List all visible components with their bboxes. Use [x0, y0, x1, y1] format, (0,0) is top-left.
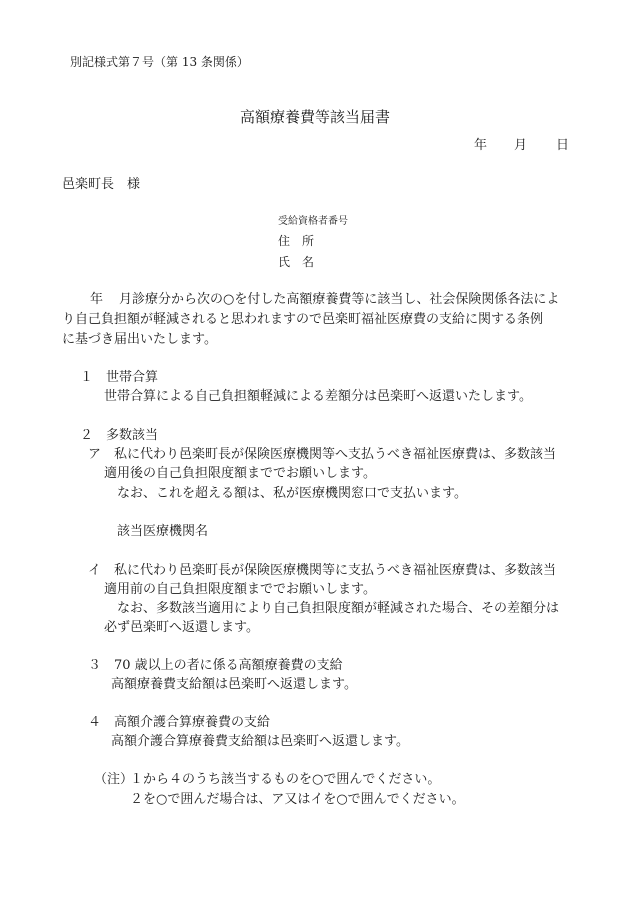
section-2a-line-2: 適用後の自己負担限度額まででお願いします。 [104, 466, 376, 481]
intro-line-2: り自己負担額が軽減されると思われますので邑楽町福祉医療費の支給に関する条例 [62, 312, 544, 327]
section-2a-institution-label: 該当医療機関名 [117, 524, 209, 539]
section-2i-line-4: 必ず邑楽町へ返還します。 [104, 620, 259, 635]
form-number: 別記様式第７号（第 13 条関係） [70, 55, 249, 69]
notes-line-1: １から４のうち該当するものを○で囲んでください。 [130, 772, 441, 787]
date-year: 年 [474, 138, 488, 153]
intro-line-3: に基づき届出いたします。 [62, 332, 217, 347]
intro-year-label: 年 [90, 292, 104, 307]
section-2-heading: ２ 多数該当 [80, 428, 159, 443]
notes-label: （注） [94, 772, 134, 787]
document-title: 高額療養費等該当届書 [239, 108, 390, 126]
intro-line-1-text: 月診療分から次の○を付した高額療養費等に該当し、社会保険関係各法によ [119, 292, 560, 307]
qualification-number-label: 受給資格者番号 [278, 216, 348, 227]
address-label: 住 所 [278, 234, 315, 248]
notes-line-2: ２を○で囲んだ場合は、ア又はイを○で囲んでください。 [130, 792, 465, 807]
section-3-body: 高額療養費支給額は邑楽町へ返還します。 [111, 677, 357, 692]
date-day: 日 [556, 138, 570, 153]
section-2i-line-1: イ 私に代わり邑楽町長が保険医療機関等に支払うべき福祉医療費は、多数該当 [88, 563, 557, 578]
name-label: 氏 名 [278, 255, 315, 269]
section-2a-line-1: ア 私に代わり邑楽町長が保険医療機関等へ支払うべき福祉医療費は、多数該当 [88, 447, 557, 462]
section-1-heading: １ 世帯合算 [80, 370, 159, 385]
section-2a-line-3: なお、これを超える額は、私が医療機関窓口で支払います。 [117, 486, 467, 501]
section-3-heading: ３ 70 歳以上の者に係る高額療養費の支給 [88, 658, 343, 673]
addressee: 邑楽町長 様 [62, 177, 141, 192]
section-2i-line-2: 適用前の自己負担限度額まででお願いします。 [104, 582, 376, 597]
date-month: 月 [514, 138, 528, 153]
section-2i-line-3: なお、多数該当適用により自己負担限度額が軽減された場合、その差額分は [117, 601, 560, 616]
section-1-body: 世帯合算による自己負担額軽減による差額分は邑楽町へ返還いたします。 [104, 389, 532, 404]
section-4-body: 高額介護合算療養費支給額は邑楽町へ返還します。 [111, 734, 409, 749]
section-4-heading: ４ 高額介護合算療養費の支給 [88, 715, 271, 730]
intro-line-1 [90, 293, 559, 306]
